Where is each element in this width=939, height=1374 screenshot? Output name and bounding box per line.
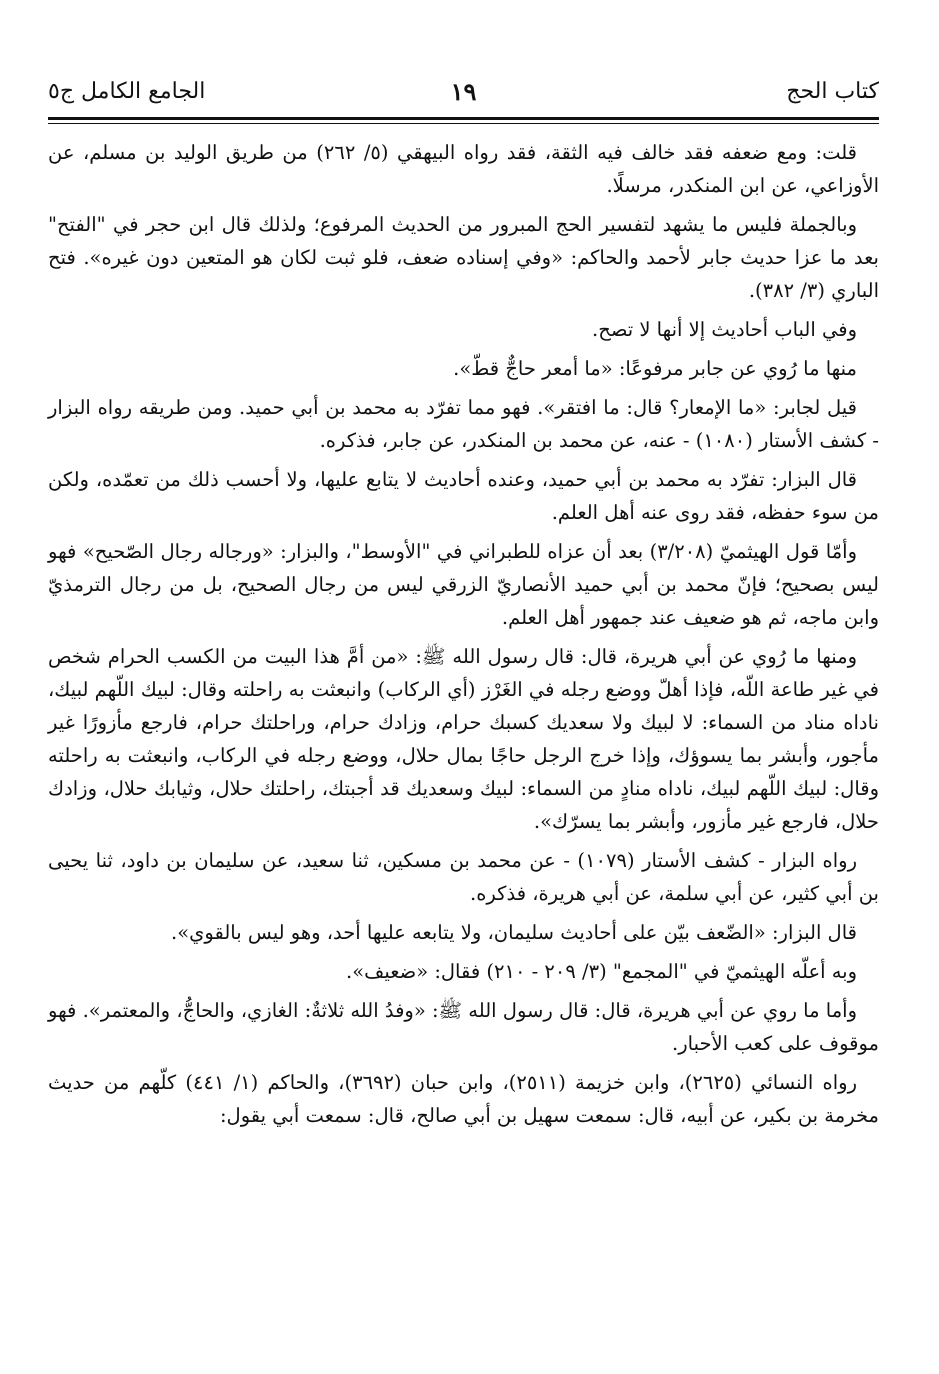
body-text [48, 136, 879, 1138]
paragraph: منها ما رُوي عن جابر مرفوعًا: «ما أمعر حاجٌّ قطّ». [453, 357, 857, 380]
paragraph: رواه النسائي (٢٦٢٥)، وابن خزيمة (٢٥١١)، وابن حبان (٣٦٩٢)، والحاكم (١/ ٤٤١) كلّهم من حديث مخرمة بن بكير، عن أبيه، قال: سمعت سهيل بن أبي صالح، قال: سمعت أبي يقول: [48, 1071, 879, 1127]
paragraph: قيل لجابر: «ما الإمعار؟ قال: ما افتقر». فهو مما تفرّد به محمد بن أبي حميد. ومن طريقه رواه البزار - كشف الأستار (١٠٨٠) - عنه، عن محمد بن المنكدر، عن جابر، فذكره. [48, 396, 879, 452]
series-title: الجامع الكامل ج٥ [48, 79, 206, 104]
paragraph: وأما ما روي عن أبي هريرة، قال: قال رسول الله ﷺ: «وفدُ الله ثلاثةٌ: الغازي، والحاجُّ، والمعتمر». فهو موقوف على كعب الأحبار. [48, 999, 879, 1055]
paragraph: وفي الباب أحاديث إلا أنها لا تصح. [592, 318, 857, 341]
book-title: كتاب الحج [786, 79, 879, 104]
paragraph: ومنها ما رُوي عن أبي هريرة، قال: قال رسول الله ﷺ: «من أمَّ هذا البيت من الكسب الحرام شخص في غير طاعة اللّه، فإذا أهلّ ووضع رجله في الغَرْز (أي الركاب) وانبعثت به راحلته وقال: لبيك اللّهم لبيك، ناداه مناد من السماء: لا لبيك ولا سعديك كسبك حرام، وزادك حرام، وراحلتك حرام، فارجع مأزورًا غير مأجور، وأبشر بما يسوؤك، وإذا خرج الرجل حاجًا بمال حلال، ووضع رجله في الركاب، وانبعثت به راحلته وقال: لبيك اللّهم لبيك، ناداه منادٍ من السماء: لبيك وسعديك قد أجبتك، راحلتك حلال، وثيابك حلال، وزادك حلال، فارجع غير مأزور، وأبشر بما يسرّك». [48, 645, 879, 833]
header-rule-thin [48, 123, 879, 124]
page-number: ١٩ [450, 77, 477, 106]
paragraph: قلت: ومع ضعفه فقد خالف فيه الثقة، فقد رواه البيهقي (٥/ ٢٦٢) من طريق الوليد بن مسلم، عن الأوزاعي، عن ابن المنكدر، مرسلًا. [48, 141, 879, 197]
paragraph: رواه البزار - كشف الأستار (١٠٧٩) - عن محمد بن مسكين، ثنا سعيد، عن سليمان بن داود، ثنا يحيى بن أبي كثير، عن أبي سلمة، عن أبي هريرة، فذكره. [48, 849, 879, 905]
paragraph: وبالجملة فليس ما يشهد لتفسير الحج المبرور من الحديث المرفوع؛ ولذلك قال ابن حجر في "الفتح" بعد ما عزا حديث جابر لأحمد والحاكم: «وفي إسناده ضعف، فلو ثبت لكان هو المتعين دون غيره». فتح الباري (٣/ ٣٨٢). [48, 213, 879, 302]
paragraph: قال البزار: «الضّعف بيّن على أحاديث سليمان، ولا يتابعه عليها أحد، وهو ليس بالقوي». [171, 921, 857, 944]
paragraph: وبه أعلّه الهيثميّ في "المجمع" (٣/ ٢٠٩ - ٢١٠) فقال: «ضعيف». [346, 960, 857, 983]
running-head [48, 72, 879, 112]
paragraph: وأمّا قول الهيثميّ (٣/٢٠٨) بعد أن عزاه للطبراني في "الأوسط"، والبزار: «ورجاله رجال الصّحيح» فهو ليس بصحيح؛ فإنّ محمد بن أبي حميد الأنصاريّ الزرقي ليس من رجال الصحيح، بل من رجال الترمذيّ وابن ماجه، ثم هو ضعيف عند جمهور أهل العلم. [48, 540, 879, 629]
paragraph: قال البزار: تفرّد به محمد بن أبي حميد، وعنده أحاديث لا يتابع عليها، ولا أحسب ذلك من تعمّده، ولكن من سوء حفظه، فقد روى عنه أهل العلم. [48, 468, 879, 524]
header-rule-thick [48, 117, 879, 120]
